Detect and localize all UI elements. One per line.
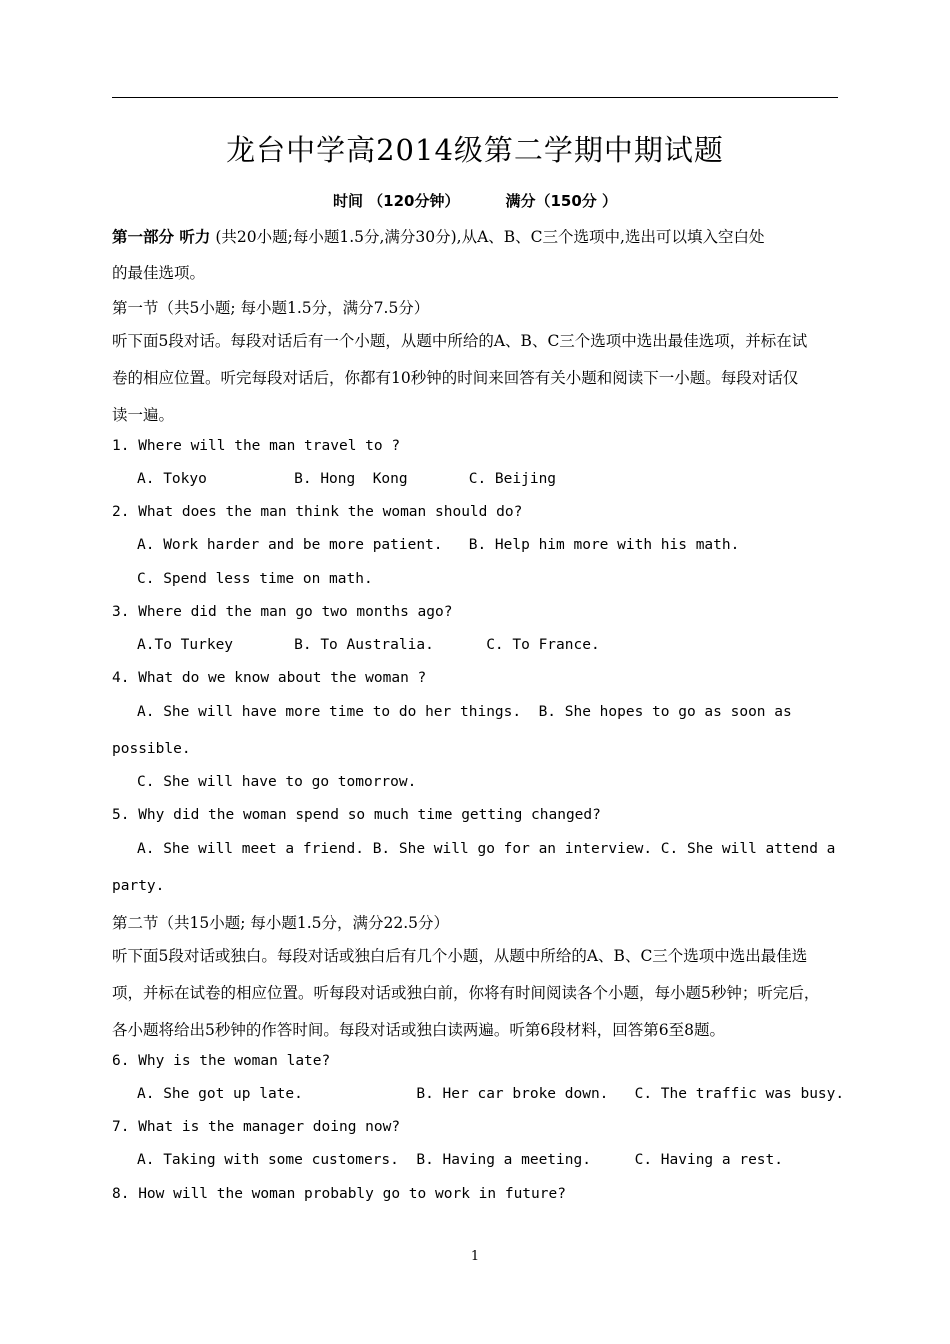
header-rule — [112, 97, 838, 98]
question-6-options: A. She got up late. B. Her car broke down. C. The traffic was busy. — [137, 1086, 845, 1102]
question-1: 1. Where will the man travel to ? — [112, 438, 401, 454]
part1-intro-text: (共20小题;每小题1.5分,满分30分),从A、B、C三个选项中,选出可以填入空白处 — [210, 228, 765, 246]
question-4-options-wrap: possible. — [112, 741, 191, 757]
part1-intro-line2: 的最佳选项。 — [112, 264, 206, 282]
question-8: 8. How will the woman probably go to work in future? — [112, 1186, 566, 1202]
part1-intro — [112, 225, 764, 247]
exam-score: 满分（150分 ） — [505, 192, 618, 210]
exam-time: 时间 （120分钟） — [332, 192, 460, 210]
question-2-options: A. Work harder and be more patient. B. Help him more with his math. — [137, 537, 740, 553]
section2-heading: 第二节（共15小题; 每小题1.5分，满分22.5分） — [112, 914, 450, 932]
question-3: 3. Where did the man go two months ago? — [112, 604, 453, 620]
question-7: 7. What is the manager doing now? — [112, 1119, 401, 1135]
question-2-options: C. Spend less time on math. — [137, 571, 373, 587]
section1-instruction-line: 卷的相应位置。听完每段对话后，你都有10秒钟的时间来回答有关小题和阅读下一小题。每段对话仅 — [112, 369, 799, 387]
exam-title: 龙台中学高2014级第二学期中期试题 — [226, 133, 724, 167]
question-4: 4. What do we know about the woman ? — [112, 670, 427, 686]
question-4-options: C. She will have to go tomorrow. — [137, 774, 417, 790]
section1-heading: 第一节（共5小题; 每小题1.5分，满分7.5分） — [112, 299, 430, 317]
question-1-options: A. Tokyo B. Hong Kong C. Beijing — [137, 471, 557, 487]
section2-instruction-line: 听下面5段对话或独白。每段对话或独白后有几个小题，从题中所给的A、B、C三个选项中选出最佳选 — [112, 947, 808, 965]
section1-instruction-line: 听下面5段对话。每段对话后有一个小题，从题中所给的A、B、C三个选项中选出最佳选项，并标在试 — [112, 332, 808, 350]
exam-meta — [0, 190, 950, 211]
question-5: 5. Why did the woman spend so much time getting changed? — [112, 807, 601, 823]
question-5-options-wrap: party. — [112, 878, 165, 894]
section2-instruction-line: 项，并标在试卷的相应位置。听每段对话或独白前，你将有时间阅读各个小题，每小题5秒钟；听完后， — [112, 984, 820, 1002]
section2-instruction-line: 各小题将给出5秒钟的作答时间。每段对话或独白读两遍。听第6段材料，回答第6至8题。 — [112, 1021, 725, 1039]
question-6: 6. Why is the woman late? — [112, 1053, 331, 1069]
section1-instruction-line: 读一遍。 — [112, 406, 175, 424]
page-number: 1 — [470, 1249, 480, 1264]
part1-heading: 第一部分 听力 — [112, 227, 211, 246]
question-7-options: A. Taking with some customers. B. Having a meeting. C. Having a rest. — [137, 1152, 784, 1168]
question-5-options: A. She will meet a friend. B. She will go for an interview. C. She will attend a — [137, 841, 836, 857]
question-4-options: A. She will have more time to do her things. B. She hopes to go as soon as — [137, 704, 792, 720]
question-2: 2. What does the man think the woman should do? — [112, 504, 523, 520]
question-3-options: A.To Turkey B. To Australia. C. To France. — [137, 637, 600, 653]
